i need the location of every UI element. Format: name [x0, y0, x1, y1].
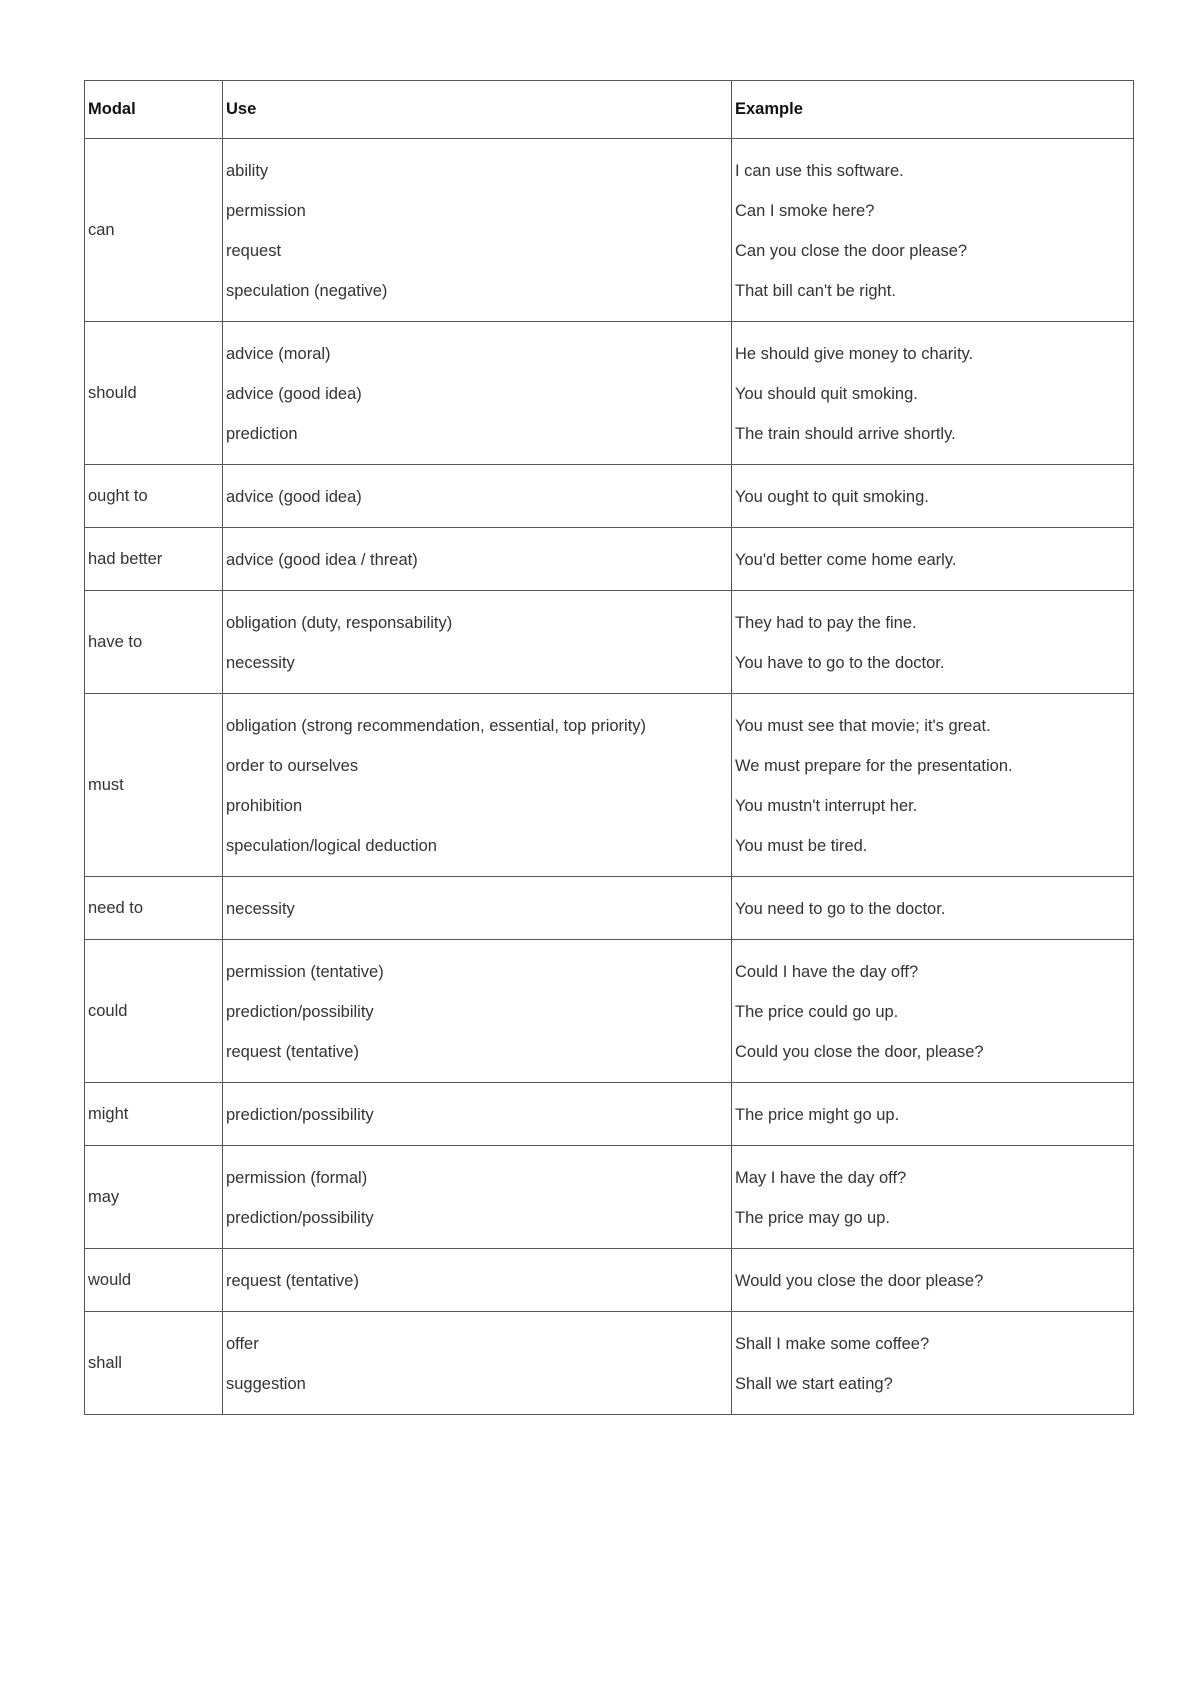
example-item: I can use this software.: [735, 162, 904, 180]
example-cell: [732, 528, 1134, 591]
example-item: Could you close the door, please?: [735, 1043, 984, 1061]
use-cell: [223, 528, 732, 591]
use-cell: [223, 694, 732, 877]
use-item: prediction/possibility: [226, 1106, 374, 1124]
use-item: prediction/possibility: [226, 1003, 374, 1021]
modal-cell: may: [85, 1146, 223, 1249]
example-item: You must see that movie; it's great.: [735, 717, 991, 735]
modal-cell: ought to: [85, 465, 223, 528]
table-row: [85, 139, 1134, 322]
table-row: [85, 591, 1134, 694]
use-item: speculation/logical deduction: [226, 837, 437, 855]
use-cell: [223, 1312, 732, 1415]
example-item: The price could go up.: [735, 1003, 899, 1021]
example-item: The train should arrive shortly.: [735, 425, 956, 443]
example-cell: [732, 465, 1134, 528]
example-cell: [732, 940, 1134, 1083]
example-item: You must be tired.: [735, 837, 868, 855]
use-item: advice (good idea): [226, 488, 362, 506]
use-item: order to ourselves: [226, 757, 359, 775]
use-item: request (tentative): [226, 1043, 359, 1061]
header-row: [85, 81, 1134, 139]
example-item: You'd better come home early.: [735, 551, 957, 569]
table-row: [85, 1312, 1134, 1415]
example-cell: [732, 591, 1134, 694]
table-row: [85, 877, 1134, 940]
use-item: permission (tentative): [226, 963, 384, 981]
modal-verbs-table: [84, 80, 1134, 1415]
table-row: [85, 528, 1134, 591]
use-cell: [223, 591, 732, 694]
example-item: That bill can't be right.: [735, 282, 896, 300]
use-item: ability: [226, 162, 269, 180]
use-item: advice (moral): [226, 345, 331, 363]
example-item: You mustn't interrupt her.: [735, 797, 918, 815]
example-item: Could I have the day off?: [735, 963, 919, 981]
use-cell: [223, 465, 732, 528]
use-cell: [223, 1146, 732, 1249]
use-item: prohibition: [226, 797, 303, 815]
table-row: [85, 465, 1134, 528]
example-cell: [732, 1249, 1134, 1312]
example-item: The price might go up.: [735, 1106, 900, 1124]
use-item: obligation (strong recommendation, essential, top priority): [226, 717, 647, 735]
table-row: [85, 322, 1134, 465]
use-item: offer: [226, 1335, 259, 1353]
table-body: [85, 139, 1134, 1415]
modal-cell: could: [85, 940, 223, 1083]
example-item: Can I smoke here?: [735, 202, 875, 220]
example-item: Shall we start eating?: [735, 1375, 893, 1393]
use-item: prediction/possibility: [226, 1209, 374, 1227]
use-item: suggestion: [226, 1375, 306, 1393]
use-cell: [223, 1083, 732, 1146]
modal-cell: have to: [85, 591, 223, 694]
example-item: You should quit smoking.: [735, 385, 918, 403]
header-example: Example: [732, 81, 1134, 139]
use-item: obligation (duty, responsability): [226, 614, 453, 632]
use-item: necessity: [226, 900, 295, 918]
example-cell: [732, 1146, 1134, 1249]
example-item: Would you close the door please?: [735, 1272, 984, 1290]
use-item: request: [226, 242, 282, 260]
example-item: Can you close the door please?: [735, 242, 968, 260]
use-cell: [223, 139, 732, 322]
use-item: advice (good idea / threat): [226, 551, 418, 569]
use-item: necessity: [226, 654, 295, 672]
modal-cell: shall: [85, 1312, 223, 1415]
table-row: [85, 1249, 1134, 1312]
example-item: May I have the day off?: [735, 1169, 907, 1187]
use-item: permission: [226, 202, 306, 220]
example-cell: [732, 694, 1134, 877]
modal-cell: need to: [85, 877, 223, 940]
example-cell: [732, 322, 1134, 465]
use-item: advice (good idea): [226, 385, 362, 403]
use-item: request (tentative): [226, 1272, 359, 1290]
use-cell: [223, 877, 732, 940]
modal-cell: might: [85, 1083, 223, 1146]
modal-cell: would: [85, 1249, 223, 1312]
example-item: He should give money to charity.: [735, 345, 974, 363]
use-cell: [223, 322, 732, 465]
modal-cell: must: [85, 694, 223, 877]
header-modal: Modal: [85, 81, 223, 139]
example-cell: [732, 139, 1134, 322]
example-item: You have to go to the doctor.: [735, 654, 945, 672]
example-item: You ought to quit smoking.: [735, 488, 929, 506]
header-use: Use: [223, 81, 732, 139]
modal-cell: should: [85, 322, 223, 465]
modal-cell: had better: [85, 528, 223, 591]
example-item: We must prepare for the presentation.: [735, 757, 1013, 775]
example-cell: [732, 1312, 1134, 1415]
example-item: You need to go to the doctor.: [735, 900, 946, 918]
modal-cell: can: [85, 139, 223, 322]
use-cell: [223, 1249, 732, 1312]
use-item: speculation (negative): [226, 282, 388, 300]
table-row: [85, 940, 1134, 1083]
table-row: [85, 1083, 1134, 1146]
use-item: permission (formal): [226, 1169, 368, 1187]
use-item: prediction: [226, 425, 298, 443]
table-row: [85, 694, 1134, 877]
example-item: The price may go up.: [735, 1209, 890, 1227]
example-cell: [732, 877, 1134, 940]
example-item: Shall I make some coffee?: [735, 1335, 930, 1353]
example-cell: [732, 1083, 1134, 1146]
table-row: [85, 1146, 1134, 1249]
example-item: They had to pay the fine.: [735, 614, 917, 632]
use-cell: [223, 940, 732, 1083]
